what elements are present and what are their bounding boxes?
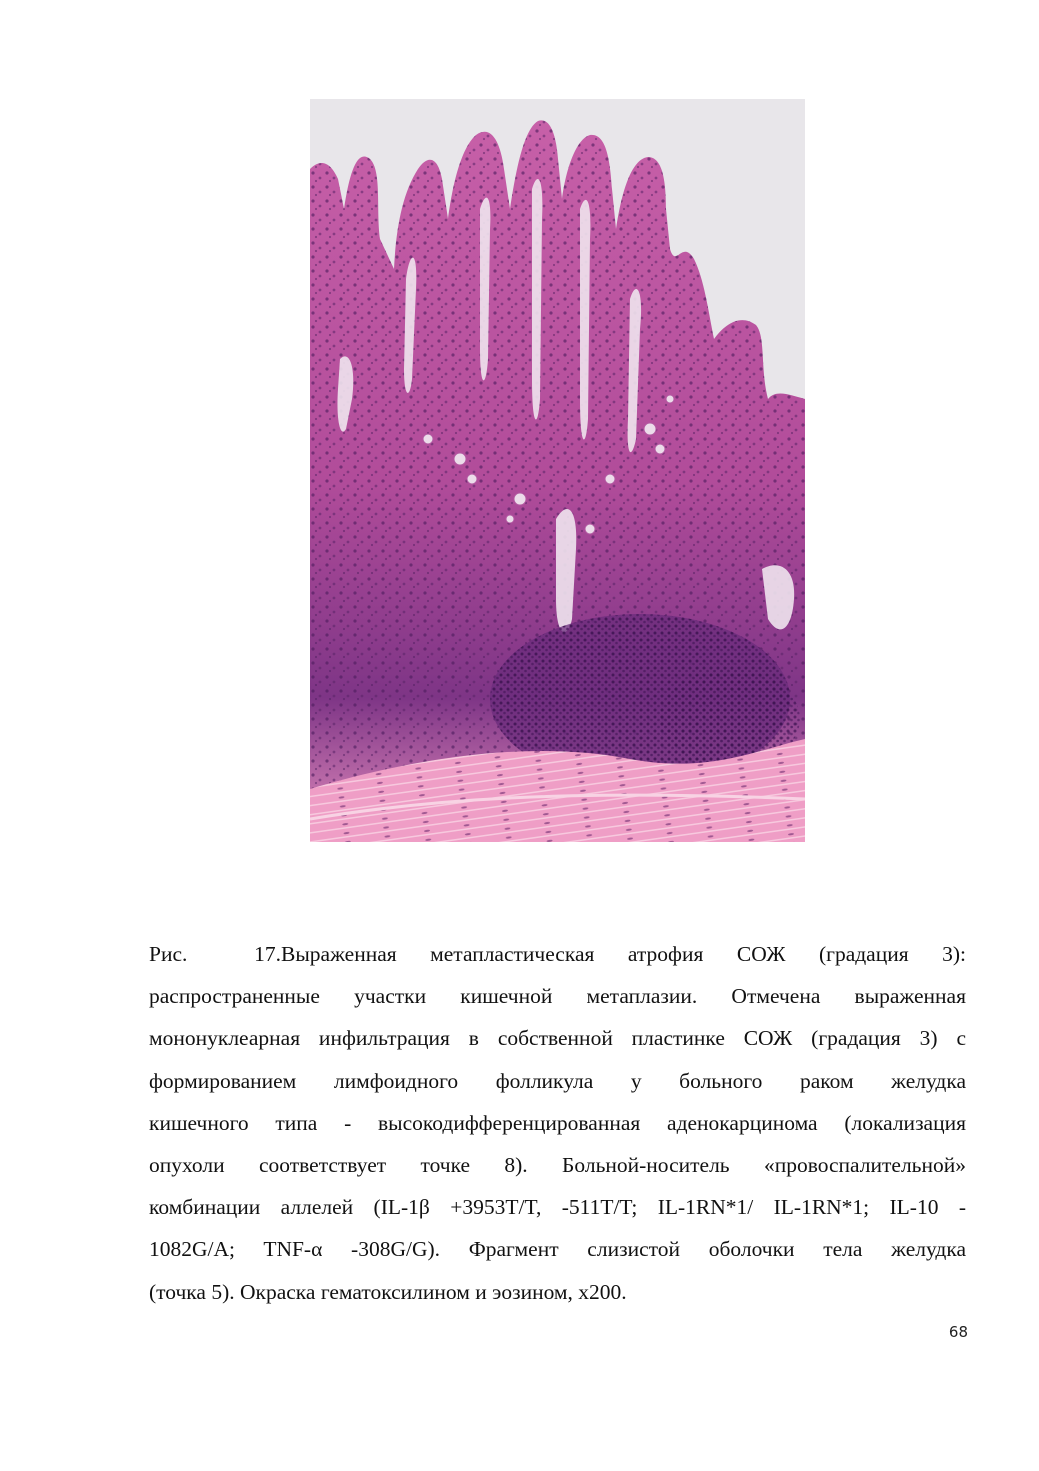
caption-line-8: 1082G/A; TNF-α -308G/G). Фрагмент слизистой оболочки тела желудка (149, 1237, 966, 1262)
caption-line-6: опухоли соответствует точке 8). Больной-носитель «провоспалительной» (149, 1152, 966, 1177)
caption-line-2: распространенные участки кишечной метаплазии. Отмечена выраженная (149, 984, 966, 1009)
caption-line-9: (точка 5). Окраска гематоксилином и эозином, х200. (149, 1279, 627, 1304)
caption-line-1-text: Выраженная метапластическая атрофия СОЖ (градация 3): (281, 942, 966, 966)
caption-line-5: кишечного типа - высокодифференцированная аденокарцинома (локализация (149, 1110, 966, 1135)
caption-line-3: мононуклеарная инфильтрация в собственной пластинке СОЖ (градация 3) с (149, 1026, 966, 1051)
caption-line-1 (149, 933, 966, 975)
histology-micrograph (310, 99, 805, 842)
caption-line-4: формированием лимфоидного фолликула у больного раком желудка (149, 1068, 966, 1093)
page-number: 68 (948, 1323, 968, 1341)
caption-line-7: комбинации аллелей (IL-1β +3953T/T, -511T/T; IL-1RN*1/ IL-1RN*1; IL-10 - (149, 1195, 966, 1220)
micrograph-image (310, 99, 805, 842)
figure-caption (149, 933, 966, 1313)
figure-number: Рис. 17. (149, 942, 281, 966)
